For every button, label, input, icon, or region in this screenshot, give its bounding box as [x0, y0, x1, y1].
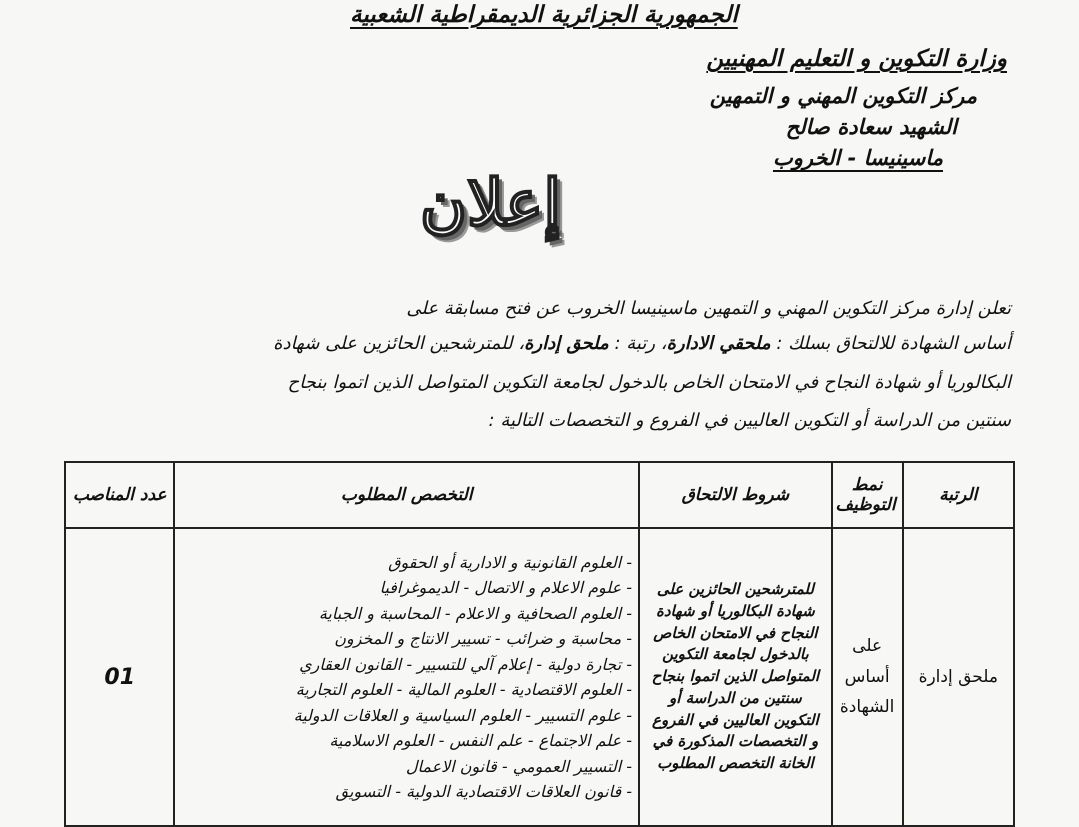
- list-item: - علوم الاعلام و الاتصال - الديموغرافيا: [379, 578, 633, 597]
- ministry-heading: وزارة التكوين و التعليم المهنيين: [706, 46, 1007, 72]
- list-item: - محاسبة و ضرائب - تسيير الانتاج و المخزون: [334, 629, 633, 648]
- header-conditions: شروط الالتحاق: [639, 462, 832, 528]
- announcement-title: إعلان: [420, 166, 562, 241]
- positions-table: [64, 461, 1015, 827]
- header-rank: الرتبة: [903, 462, 1014, 528]
- list-item: - تجارة دولية - إعلام آلي للتسيير - القانون العقاري: [299, 654, 633, 674]
- conditions-text: للمترشحين الحائزين على شهادة البكالوريا أو شهادة النجاح في الامتحان الخاص بالدخول لجامعة التكوين المتواصل الذين اتموا بنجاح سنتين من الدراسة أو التكوين العاليين في الفروع و التخصصات المذكورة في الخانة التخصص المطلوب: [651, 580, 820, 773]
- list-item: - العلوم الصحافية و الاعلام - المحاسبة و الجباية: [318, 603, 633, 623]
- list-item: - علم الاجتماع - علم النفس - العلوم الاسلامية: [329, 731, 633, 750]
- martyr-name: الشهيد سعادة صالح: [785, 115, 957, 139]
- header-count: عدد المناصب: [65, 462, 174, 528]
- intro-line-2-part-c: ، رتبة :: [608, 333, 667, 354]
- cell-rank: ملحق إدارة: [903, 528, 1014, 826]
- rank-name: ملحق إدارة: [524, 333, 609, 354]
- intro-line-2: [125, 333, 1011, 354]
- cell-mode: على أساس الشهادة: [832, 528, 903, 826]
- list-item: - علوم التسيير - العلوم السياسية و العلاقات الدولية: [293, 705, 633, 725]
- location-name: ماسينيسا - الخروب: [772, 146, 943, 170]
- cell-specialties: [174, 528, 639, 826]
- list-item: - العلوم القانونية و الادارية أو الحقوق: [388, 552, 633, 572]
- center-name: مركز التكوين المهني و التمهين: [709, 84, 977, 108]
- list-item: - العلوم الاقتصادية - العلوم المالية - العلوم التجارية: [295, 680, 633, 699]
- intro-line-2-part-e: ، للمترشحين الحائزين على شهادة: [273, 333, 525, 354]
- intro-line-1: تعلن إدارة مركز التكوين المهني و التمهين ماسينيسا الخروب عن فتح مسابقة على: [406, 298, 1011, 319]
- header-mode: نمط التوظيف: [832, 462, 903, 528]
- corps-name: ملحقي الادارة: [666, 333, 771, 354]
- cell-count: 01: [65, 528, 174, 826]
- table-row: [65, 528, 1014, 826]
- intro-line-4: سنتين من الدراسة أو التكوين العاليين في الفروع و التخصصات التالية :: [488, 410, 1011, 431]
- republic-heading: الجمهورية الجزائرية الديمقراطية الشعبية: [350, 2, 738, 28]
- table-header-row: [65, 462, 1014, 528]
- list-item: - التسيير العمومي - قانون الاعمال: [405, 756, 633, 776]
- cell-conditions: [639, 528, 832, 826]
- specialty-list: [181, 550, 632, 805]
- list-item: - قانون العلاقات الاقتصادية الدولية - التسويق: [335, 782, 633, 801]
- intro-line-2-part-a: أساس الشهادة للالتحاق بسلك :: [770, 333, 1011, 354]
- intro-line-3: البكالوريا أو شهادة النجاح في الامتحان الخاص بالدخول لجامعة التكوين المتواصل الذين اتموا بنجاح: [287, 372, 1011, 393]
- header-specialty: التخصص المطلوب: [174, 462, 639, 528]
